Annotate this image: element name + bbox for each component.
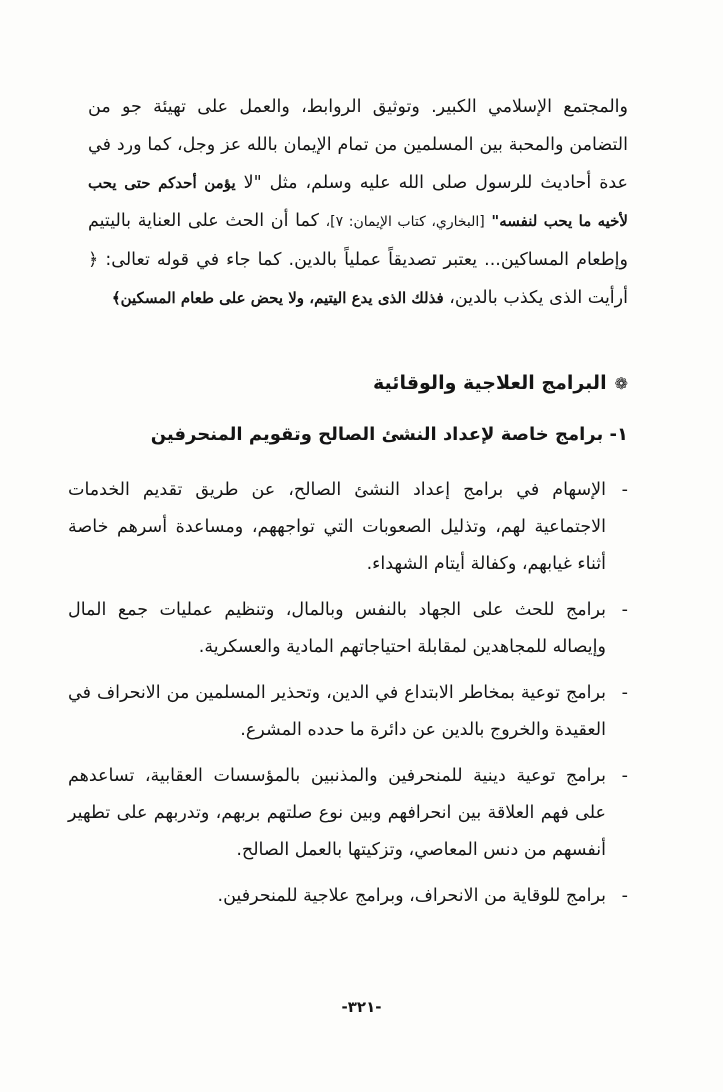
quran-quote: فذلك الذى يدع اليتيم، ولا يحض على طعام المسكين﴾ bbox=[111, 289, 444, 307]
list-item bbox=[68, 878, 628, 915]
section-heading-text: البرامج العلاجية والوقائية bbox=[373, 372, 607, 394]
list-item bbox=[68, 758, 628, 869]
list-item-text: برامج للحث على الجهاد بالنفس وبالمال، وتنظيم عمليات جمع المال وإيصاله للمجاهدين لمقابلة احتياجاتهم المادية والعسكرية. bbox=[68, 600, 606, 657]
hadith-reference: [البخاري، كتاب الإيمان: ٧]، bbox=[325, 214, 485, 230]
page-number: -٣٢١- bbox=[341, 998, 382, 1016]
dash-bullet: - bbox=[621, 766, 628, 786]
programs-list bbox=[68, 472, 628, 924]
list-item-text: الإسهام في برامج إعداد النشئ الصالح، عن طريق تقديم الخدمات الاجتماعية لهم، وتذليل الصعوبات التي تواجههم، ومساعدة أسرهم خاصة أثناء غيابهم، وكفالة أيتام الشهداء. bbox=[68, 480, 606, 574]
intro-paragraph bbox=[88, 88, 628, 317]
dash-bullet: - bbox=[621, 683, 628, 703]
flower-bullet-icon: ❁ bbox=[614, 373, 628, 393]
list-item-text: برامج توعية بمخاطر الابتداع في الدين، وتحذير المسلمين من الانحراف في العقيدة والخروج بالدين عن دائرة ما حدده المشرع. bbox=[68, 683, 606, 740]
dash-bullet: - bbox=[621, 480, 628, 500]
list-item bbox=[68, 592, 628, 666]
dash-bullet: - bbox=[621, 600, 628, 620]
list-item bbox=[68, 472, 628, 583]
list-item-text: برامج للوقاية من الانحراف، وبرامج علاجية للمنحرفين. bbox=[217, 886, 606, 906]
dash-bullet: - bbox=[621, 886, 628, 906]
intro-text-1: والمجتمع الإسلامي الكبير. وتوثيق الروابط، والعمل على تهيئة جو من التضامن والمحبة بين المسلمين من تمام الإيمان بالله عز وجل، كما ورد في عدة أحاديث للرسول صلى الله عليه وسلم، مثل "لا bbox=[88, 97, 628, 193]
list-item bbox=[68, 675, 628, 749]
section-heading bbox=[373, 372, 628, 394]
subsection-heading: ١- برامج خاصة لإعداد النشئ الصالح وتقويم المنحرفين bbox=[150, 424, 628, 445]
list-item-text: برامج توعية دينية للمنحرفين والمذنبين بالمؤسسات العقابية، تساعدهم على فهم العلاقة بين انحرافهم وبين نوع صلتهم بربهم، وتدربهم على تطهير أنفسهم من دنس المعاصي، وتزكيتها بالعمل الصالح. bbox=[68, 766, 606, 860]
hadith-quote: يؤمن أحدكم حتى يحب لأخيه ما يحب لنفسه" bbox=[88, 174, 628, 230]
intro-text-2: كما أن الحث على العناية باليتيم وإطعام المساكين... يعتبر تصديقاً عملياً بالدين. كما جاء في قوله تعالى: ﴿ أرأيت الذى يكذب بالدين، bbox=[88, 211, 628, 308]
